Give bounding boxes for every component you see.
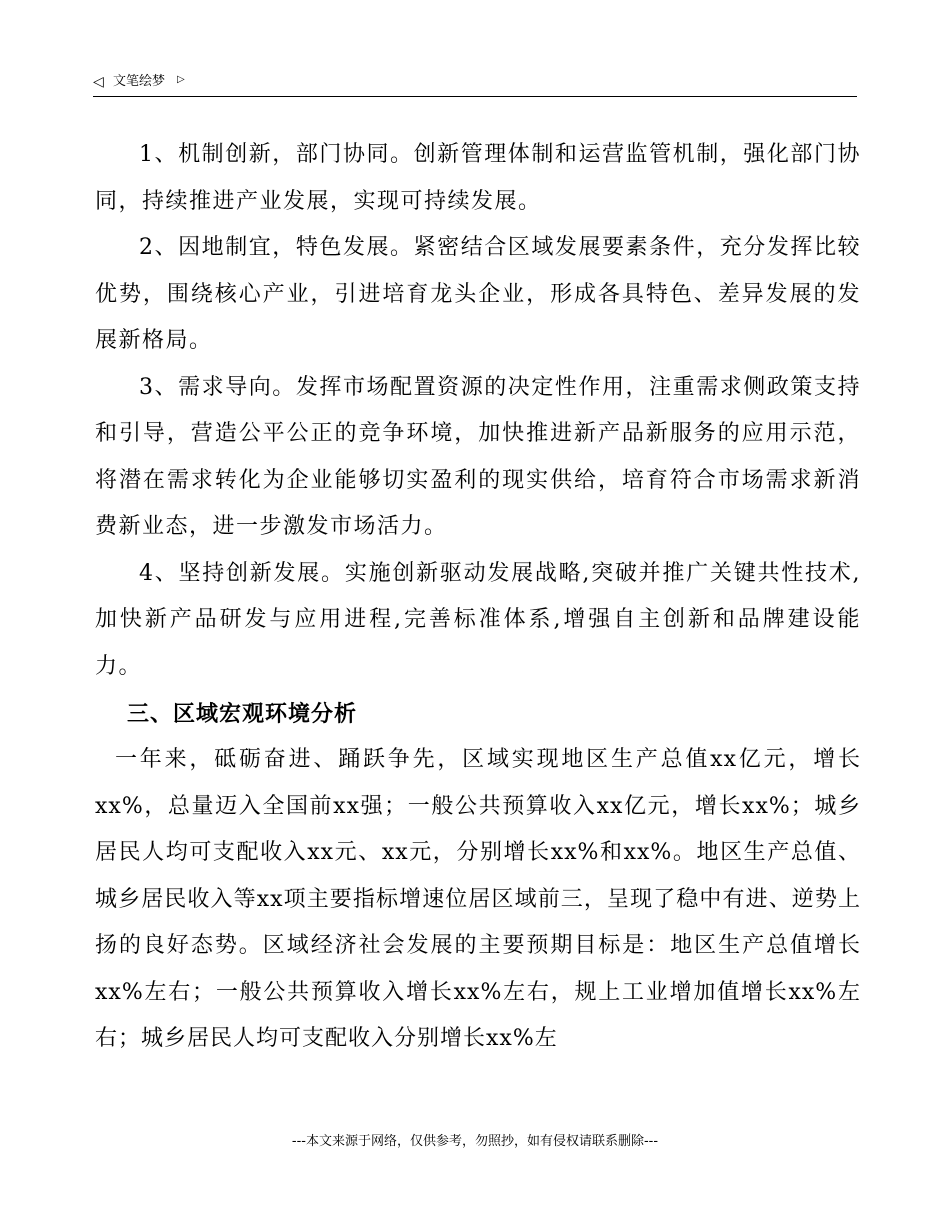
footer-disclaimer: ---本文来源于网络，仅供参考，勿照抄，如有侵权请联系删除--- bbox=[291, 1134, 659, 1149]
section-body-paragraph: 一年来，砥砺奋进、踊跃争先，区域实现地区生产总值xx亿元，增长xx%，总量迈入全国前xx强；一般公共预算收入xx亿元，增长xx%；城乡居民人均可支配收入xx元、xx元，分别增长xx%和xx%。地区生产总值、城乡居民收入等xx项主要指标增速位居区域前三，呈现了稳中有进、逆势上扬的良好态势。区域经济社会发展的主要预期目标是：地区生产总值增长xx%左右；一般公共预算收入增长xx%左右，规上工业增加值增长xx%左右；城乡居民人均可支配收入分别增长xx%左 bbox=[95, 747, 861, 1051]
header-title: 文笔绘梦 bbox=[113, 74, 166, 89]
page-header bbox=[93, 70, 857, 97]
triangle-left-icon: ◁ bbox=[93, 74, 104, 90]
section-heading: 三、区域宏观环境分析 bbox=[127, 702, 358, 727]
paragraph-4: 4、坚持创新发展。实施创新驱动发展战略,突破并推广关键共性技术,加快新产品研发与应用进程,完善标准体系,增强自主创新和品牌建设能力。 bbox=[95, 560, 861, 679]
paragraph-3: 3、需求导向。发挥市场配置资源的决定性作用，注重需求侧政策支持和引导，营造公平公正的竞争环境，加快推进新产品新服务的应用示范，将潜在需求转化为企业能够切实盈利的现实供给，培育符合市场需求新消费新业态，进一步激发市场活力。 bbox=[95, 374, 861, 539]
triangle-right-icon: ▷ bbox=[177, 74, 185, 85]
document-body bbox=[95, 132, 861, 1063]
paragraph-1: 1、机制创新，部门协同。创新管理体制和运营监管机制，强化部门协同，持续推进产业发展，实现可持续发展。 bbox=[95, 142, 861, 214]
paragraph-2: 2、因地制宜，特色发展。紧密结合区域发展要素条件，充分发挥比较优势，围绕核心产业，引进培育龙头企业，形成各具特色、差异发展的发展新格局。 bbox=[95, 235, 861, 353]
